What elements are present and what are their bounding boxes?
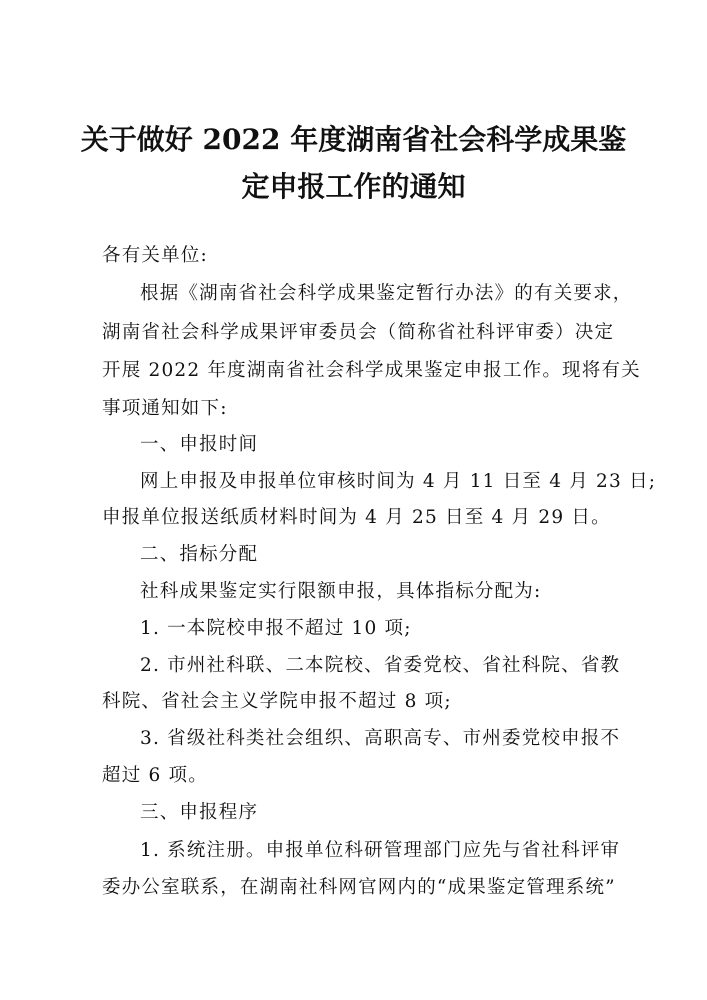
document-title-line-1: 关于做好 2022 年度湖南省社会科学成果鉴 — [80, 123, 627, 156]
section-2-item-3-line-2: 超过 6 项。 — [102, 765, 208, 786]
intro-line-1: 根据《湖南省社会科学成果鉴定暂行办法》的有关要求， — [140, 283, 633, 304]
section-2-item-3-line-1: 3. 省级社科类社会组织、高职高专、市州委党校申报不 — [140, 728, 621, 749]
section-2-item-1: 1. 一本院校申报不超过 10 项; — [140, 618, 412, 639]
section-2-intro: 社科成果鉴定实行限额申报，具体指标分配为: — [140, 581, 542, 602]
intro-line-4: 事项通知如下: — [102, 398, 228, 419]
section-3-item-1-line-1: 1. 系统注册。申报单位科研管理部门应先与省社科评审 — [140, 840, 621, 861]
section-1-line-2: 申报单位报送纸质材料时间为 4 月 25 日至 4 月 29 日。 — [102, 507, 611, 528]
intro-line-2: 湖南省社会科学成果评审委员会（简称省社科评审委）决定 — [102, 322, 615, 343]
section-3-item-1-line-2: 委办公室联系，在湖南社科网官网内的“成果鉴定管理系统” — [102, 877, 616, 898]
section-2-item-2-line-1: 2. 市州社科联、二本院校、省委党校、省社科院、省教 — [140, 655, 621, 676]
section-3-heading: 三、申报程序 — [140, 802, 259, 823]
section-1-heading: 一、申报时间 — [140, 434, 259, 455]
document-title-line-2: 定申报工作的通知 — [241, 170, 466, 203]
intro-line-3: 开展 2022 年度湖南省社会科学成果鉴定申报工作。现将有关 — [102, 360, 641, 381]
section-2-heading: 二、指标分配 — [140, 544, 259, 565]
section-1-line-1: 网上申报及申报单位审核时间为 4 月 11 日至 4 月 23 日; — [140, 471, 657, 492]
section-2-item-2-line-2: 科院、省社会主义学院申报不超过 8 项; — [102, 691, 452, 712]
salutation: 各有关单位: — [102, 245, 208, 266]
